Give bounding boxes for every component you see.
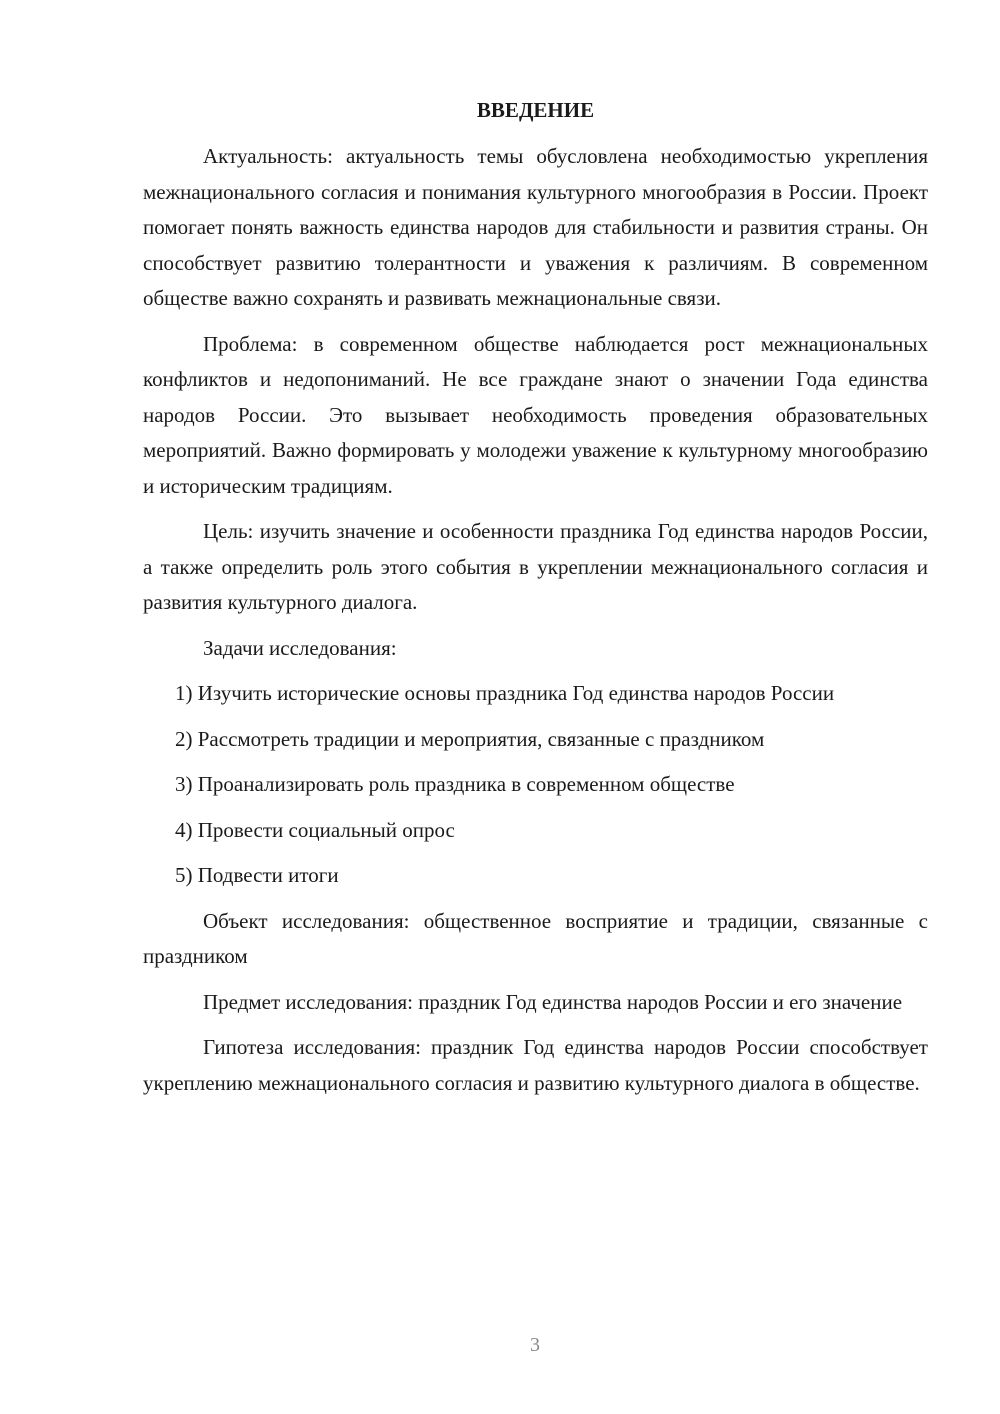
- task-item-2: 2) Рассмотреть традиции и мероприятия, связанные с праздником: [175, 726, 765, 751]
- tasks-heading: Задачи исследования:: [203, 635, 397, 660]
- task-item-5: 5) Подвести итоги: [175, 863, 339, 887]
- document-body: [143, 95, 928, 1101]
- relevance-paragraph: Актуальность: актуальность темы обусловлена необходимостью укрепления межнационального согласия и понимания культурного многообразия в России. Проект помогает понять важность единства народов для стабильности и развития страны. Он способствует развитию толерантности и уважения к различиям. В современном обществе важно сохранять и развивать межнациональные связи.: [143, 144, 928, 310]
- goal-paragraph: Цель: изучить значение и особенности праздника Год единства народов России, а также определить роль этого события в укреплении межнационального согласия и развития культурного диалога.: [143, 519, 928, 614]
- page-number: 3: [530, 1334, 540, 1356]
- task-item-3: 3) Проанализировать роль праздника в современном обществе: [175, 772, 735, 796]
- object-paragraph: Объект исследования: общественное восприятие и традиции, связанные с праздником: [143, 908, 928, 968]
- tasks-list: [143, 676, 928, 894]
- section-title: ВВЕДЕНИЕ: [476, 98, 595, 122]
- task-item-1: 1) Изучить исторические основы праздника Год единства народов России: [175, 681, 835, 705]
- task-item-4: 4) Провести социальный опрос: [175, 817, 455, 842]
- problem-paragraph: Проблема: в современном обществе наблюдается рост межнациональных конфликтов и недопониманий. Не все граждане знают о значении Года единства народов России. Это вызывает необходимость проведения образовательных мероприятий. Важно формировать у молодежи уважение к культурному многообразию и историческим традициям.: [143, 331, 928, 498]
- subject-paragraph: Предмет исследования: праздник Год единства народов России и его значение: [203, 989, 903, 1014]
- hypothesis-paragraph: Гипотеза исследования: праздник Год единства народов России способствует укреплению межнационального согласия и развитию культурного диалога в обществе.: [143, 1035, 928, 1095]
